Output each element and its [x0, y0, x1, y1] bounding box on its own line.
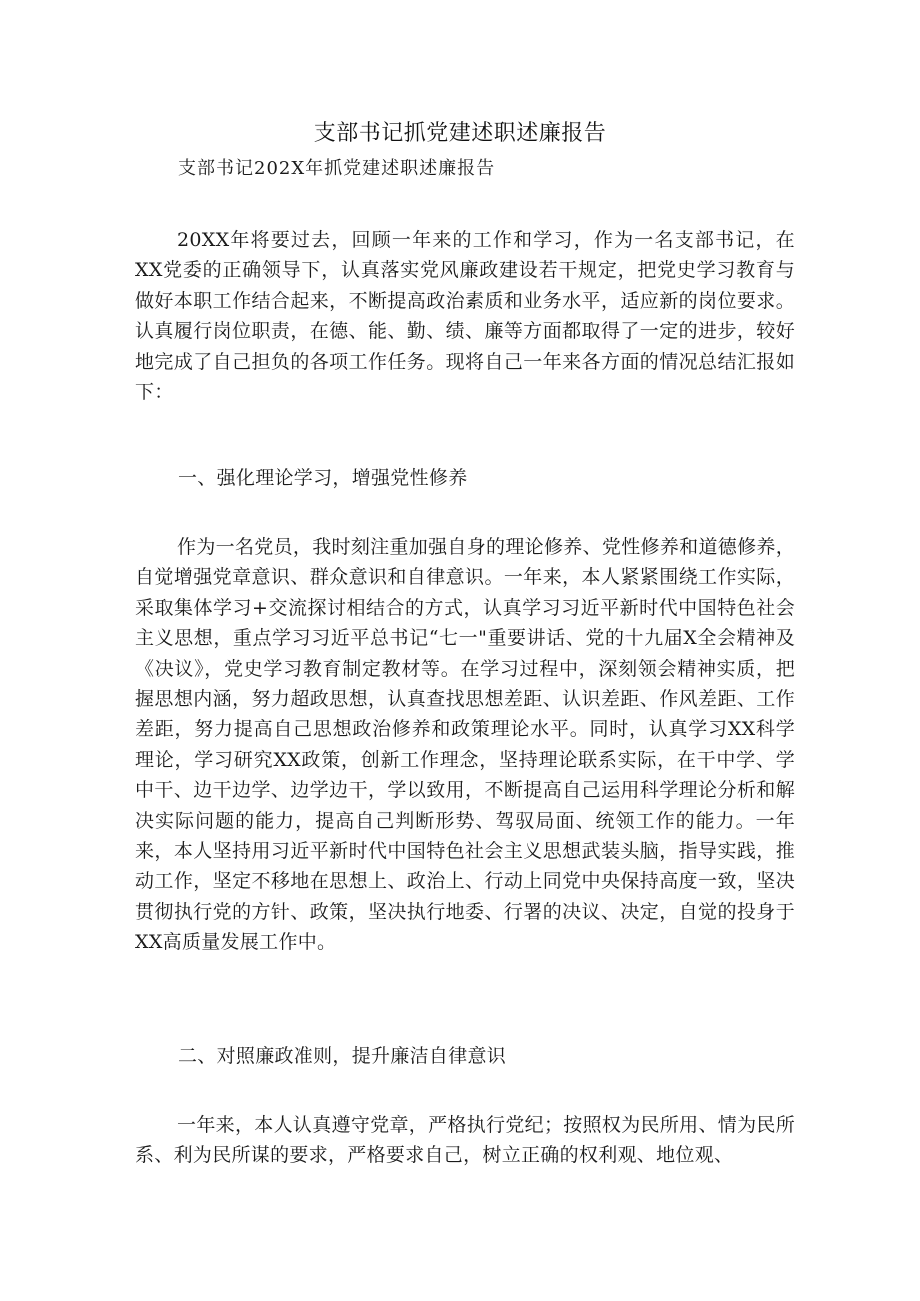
document-title: 支部书记抓党建述职述廉报告 [313, 121, 607, 146]
section-1-paragraph: 作为一名党员，我时刻注重加强自身的理论修养、党性修养和道德修养，自觉增强党章意识、群众意识和自律意识。一年来，本人紧紧围绕工作实际，采取集体学习+交流探讨相结合的方式，认真学习习近平新时代中国特色社会主义思想，重点学习习近平总书记“七一"重要讲话、党的十九届X全会精神及《决议》，党史学习教育制定教材等。在学习过程中，深刻领会精神实质，把握思想内涵，努力超政思想，认真查找思想差距、认识差距、作风差距、工作差距，努力提高自己思想政治修养和政策理论水平。同时，认真学习XX科学理论，学习研究XX政策，创新工作理念，坚持理论联系实际，在干中学、学中干、边干边学、边学边干，学以致用，不断提高自己运用科学理论分析和解决实际问题的能力，提高自己判断形势、驾驭局面、统领工作的能力。一年来，本人坚持用习近平新时代中国特色社会主义思想武装头脑，指导实践，推动工作，坚定不移地在思想上、政治上、行动上同党中央保持高度一致，坚决贯彻执行党的方针、政策，坚决执行地委、行署的决议、决定，自觉的投身于XX高质量发展工作中。 [135, 536, 795, 954]
section-2-paragraph: 一年来，本人认真遵守党章，严格执行党纪；按照权为民所用、情为民所系、利为民所谋的要求，严格要求自己，树立正确的权利观、地位观、 [135, 1114, 795, 1167]
intro-paragraph: 20XX年将要过去，回顾一年来的工作和学习，作为一名支部书记，在XX党委的正确领导下，认真落实党风廉政建设若干规定，把党史学习教育与做好本职工作结合起来，不断提高政治素质和业务水平，适应新的岗位要求。认真履行岗位职责，在德、能、勤、绩、廉等方面都取得了一定的进步，较好地完成了自己担负的各项工作任务。现将自己一年来各方面的情况总结汇报如下： [135, 229, 795, 404]
section-1-heading: 一、强化理论学习，增强党性修养 [178, 467, 468, 489]
section-2-heading: 二、对照廉政准则，提升廉洁自律意识 [178, 1045, 507, 1067]
document-subtitle: 支部书记202X年抓党建述职述廉报告 [178, 158, 496, 179]
